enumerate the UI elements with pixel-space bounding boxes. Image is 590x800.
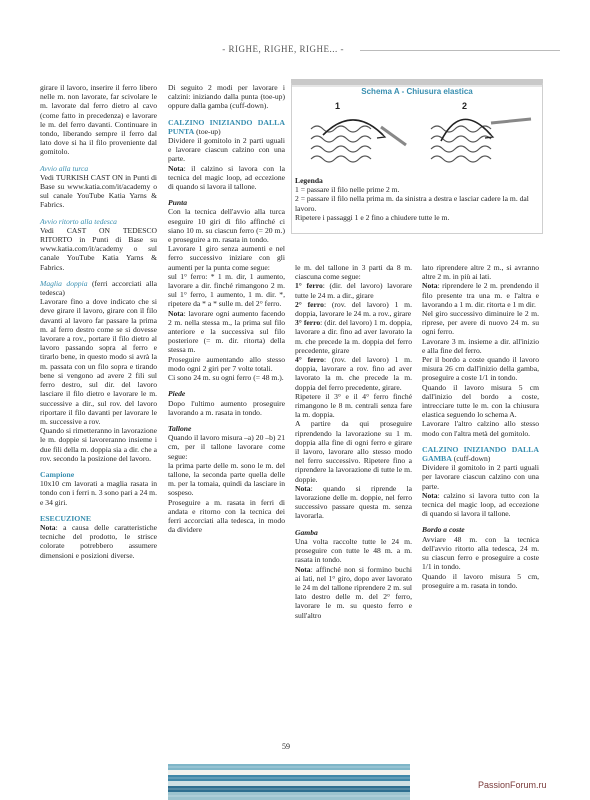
- paragraph: [40, 523, 157, 560]
- paragraph: Lavorare l'altro calzino allo stesso modo con l'altra metà del gomitolo.: [422, 419, 539, 438]
- section-heading-rest: (toe-up): [194, 126, 221, 136]
- column-2: [168, 83, 285, 534]
- paragraph: Dopo l'ultimo aumento proseguire lavorando a m. rasata in tondo.: [168, 398, 285, 417]
- running-header-title: - RIGHE, RIGHE, RIGHE... -: [222, 44, 344, 54]
- section-heading: Campione: [40, 469, 75, 479]
- page-number: 59: [282, 742, 290, 751]
- legend-item: 1 = passare il filo nelle prime 2 m.: [295, 185, 400, 195]
- note-text: : affinché non si formino buchi ai lati, nel 1° giro, dopo aver lavorato le 24 m del tallone riprendere 2 m. sul lato destro delle m. del 2° ferro, lavorare le m. su questo ferro e sull'altro: [295, 564, 412, 620]
- note-label: Nota: [295, 483, 311, 493]
- paragraph: [422, 491, 539, 519]
- section-heading: Maglia doppia: [40, 278, 88, 288]
- note-label: Nota: [295, 564, 311, 574]
- paragraph: Avviare 48 m. con la tecnica dell'avvio ritorto alla tedesca, 24 m. su ciascun ferro e proseguire a coste 1/1 in tondo.: [422, 534, 539, 572]
- legend-item: 2 = passare il filo nella prima m. da sinistra a destra e lasciar cadere la m. dal lavoro.: [295, 194, 529, 213]
- row-label: 3° ferro: [295, 318, 321, 328]
- paragraph: Quando si rimetteranno in lavorazione le m. doppie si lavoreranno insieme i due fili della m. doppia sia a dir. che a rov. secondo la posizione del lavoro.: [40, 426, 157, 463]
- step-label-2: 2: [462, 101, 468, 111]
- header-rule: [360, 50, 560, 51]
- paragraph: Lavorare fino a dove indicato che si deve girare il lavoro, girare con il filo davanti al lavoro far passare la prima m. al ferro destro come se si dovesse lavorare a rov., portare il filo dietro al lavoro passando sopra al ferro e tirarlo bene, in questo modo si avrà la m. passata con un filo sopra e tirando bene si vengono ad avere 2 fili sul ferro destro, sul dir. del lavoro lasciare il filo dietro e lavorare le m. successive a dir., sul rov. del lavoro riportare il filo davanti per lavorare le m. successive a rov.: [40, 297, 157, 426]
- schema-title: Schema A - Chiusura elastica: [361, 87, 473, 96]
- schema-legend: [295, 176, 541, 222]
- note-text: : lavorare ogni aumento facendo 2 m. nella stessa m., la prima sul filo anteriore e la successiva sul filo posteriore (= m. dir. ritorta) della stessa m.: [168, 308, 285, 355]
- paragraph: Di seguito 2 modi per lavorare i calzini: iniziando dalla punta (toe-up) oppure dalla gamba (cuff-down).: [168, 83, 285, 111]
- section-heading-rest: (cuff-down): [451, 454, 491, 464]
- section-heading: Avvio alla turca: [40, 163, 89, 173]
- note-label: Nota: [40, 522, 56, 532]
- paragraph: [168, 309, 285, 355]
- legend-item: Ripetere i passaggi 1 e 2 fino a chiudere tutte le m.: [295, 212, 450, 222]
- paragraph: Quando il lavoro misura 5 cm, proseguire a m. rasata in tondo.: [422, 571, 539, 590]
- row-text: : (dir. del lavoro) lavorare tutte le 24 m. a dir., girare: [295, 281, 412, 300]
- paragraph: Lavorare 1 giro senza aumenti e nel ferro successivo iniziare con gli aumenti per la punta come segue:: [168, 244, 285, 272]
- row-text: : (rov. del lavoro) 1 m. doppia, lavorare a rov. fino ad aver lavorato la m. che precede la m. doppia del ferro precedente, girare.: [295, 355, 412, 392]
- paragraph: Nel giro successivo diminuire le 2 m. riprese, per avere di nuovo 24 m. su ogni ferro.: [422, 309, 539, 337]
- paragraph: lato riprendere altre 2 m., si avranno altre 2 m. in più ai lati.: [422, 263, 539, 282]
- section-heading: Punta: [168, 198, 187, 208]
- row-instruction: [295, 281, 412, 299]
- paragraph: [168, 164, 285, 192]
- row-instruction: [295, 318, 412, 355]
- paragraph: Ci sono 24 m. su ogni ferro (= 48 m.).: [168, 373, 284, 383]
- paragraph: A partire da qui proseguire riprendendo la lavorazione su 1 m. doppia alla fine di ogni ferro e girare il lavoro, lavorare allo stesso modo nel ferro successivo. Ripetere fino a riprendere la lavorazione di tutte le m. doppie.: [295, 419, 412, 484]
- stitch-illustration: [291, 109, 545, 179]
- note-text: : quando si riprende la lavorazione delle m. doppie, nel ferro successivo passare questa m. senza lavorarla.: [295, 483, 412, 521]
- section-heading-line: [40, 279, 157, 297]
- legend-title: Legenda: [295, 176, 323, 185]
- row-label: 4° ferro: [295, 355, 324, 365]
- row-instruction: [295, 300, 412, 318]
- section-heading: CALZINO INIZIANDO DALLA PUNTA: [168, 117, 285, 136]
- paragraph: la prima parte delle m. sono le m. del tallone, la seconda parte quella delle m. per la tomaia, quindi da lasciare in sospeso.: [168, 460, 285, 498]
- paragraph: Con la tecnica dell'avvio alla turca eseguire 10 giri di filo affinché ci siano 10 m. su ciascun ferro (= 20 m.) e proseguire a m. rasata in tondo.: [168, 207, 285, 245]
- paragraph: Quando il lavoro misura 5 cm dall'inizio del bordo a coste, intrecciare tutte le m. con la chiusura elastica seguendo lo schema A.: [422, 382, 539, 420]
- section-heading: Piede: [168, 389, 186, 399]
- row-label: 1° ferro: [295, 281, 323, 291]
- column-3: [295, 263, 412, 620]
- section-heading: CALZINO INIZIANDO DALLA GAMBA: [422, 444, 539, 464]
- paragraph: Proseguire a m. rasata in ferri di andata e ritorno con la tecnica dei ferri accorciati alla tedesca, in modo da dividere: [168, 497, 285, 535]
- row-text: : (rov. del lavoro) 1 m. doppia, lavorare le 24 m. a rov., girare: [295, 299, 412, 319]
- paragraph: Vedi TURKISH CAST ON in Punti di Base su www.katia.com/it/academy o sul canale YouTube Katia Yarns & Fabrics.: [40, 172, 157, 210]
- paragraph: Una volta raccolte tutte le 24 m. proseguire con tutte le 48 m. a m. rasata in tondo.: [295, 536, 412, 565]
- paragraph: Dividere il gomitolo in 2 parti uguali per lavorare ciascun calzino con una parte.: [422, 463, 539, 491]
- note-label: Nota: [422, 281, 438, 291]
- note-label: Nota: [168, 163, 184, 173]
- paragraph: [295, 484, 412, 521]
- row-label: 2° ferro: [295, 299, 324, 309]
- section-heading: Bordo a coste: [422, 525, 465, 535]
- row-text: : (dir. del lavoro) 1 m. doppia, lavorare a dir. fino ad aver lavorato la m. che precede la m. doppia del ferro precedente, girare: [295, 318, 412, 355]
- paragraph: [422, 281, 539, 309]
- running-header: [0, 44, 590, 58]
- paragraph: sul 1° ferro: * 1 m. dir, 1 aumento, lavorare a dir. finché rimangono 2 m. sul 1° ferro, 1 aumento, 1 m. dir. *, ripetere da * a * sulle m. del 2° ferro.: [168, 271, 285, 309]
- paragraph: Per il bordo a coste quando il lavoro misura 26 cm dall'inizio della gamba, proseguire a coste 1/1 in tondo.: [422, 355, 539, 383]
- paragraph: Ripetere il 3° e il 4° ferro finché rimangono le 8 m. centrali senza fare la m. doppia.: [295, 391, 412, 420]
- paragraph: Lavorare 3 m. insieme a dir. all'inizio e alla fine del ferro.: [422, 336, 539, 355]
- section-heading: Tallone: [168, 423, 192, 433]
- row-instruction: [295, 355, 412, 392]
- column-1: [40, 83, 157, 560]
- schema-a-box: [291, 79, 545, 249]
- section-heading: Avvio ritorto alla tedesca: [40, 216, 117, 226]
- column-4: [422, 263, 539, 590]
- stitch-illustration-2: [431, 119, 531, 162]
- paragraph: 10x10 cm lavorati a maglia rasata in tondo con i ferri n. 3 sono pari a 24 m. e 34 giri.: [40, 479, 157, 507]
- note-text: : riprendere le 2 m. prendendo il filo presente tra una m. e l'altra e lavorando a 1 m. dir. ritorta e 1 m dir.: [422, 281, 539, 309]
- note-text: : il calzino si lavora con la tecnica del magic loop, ad eccezione di quando si lavora il tallone.: [168, 163, 285, 192]
- paragraph: Quando il lavoro misura –a) 20 –b) 21 cm, per il tallone lavorare come segue:: [168, 433, 285, 461]
- paragraph: Dividere il gomitolo in 2 parti uguali e lavorare ciascun calzino con una parte.: [168, 136, 285, 164]
- section-heading-rest: (ferri accorciati alla tedesca): [40, 278, 157, 298]
- section-heading: Gamba: [295, 527, 318, 537]
- knit-fabric-photo: [168, 764, 410, 800]
- note-text: : a causa delle caratteristiche tecniche del prodotto, le strisce colorate potrebbero assumere dimensioni e posizioni diverse.: [40, 522, 157, 560]
- stitch-illustration-1: [311, 120, 406, 162]
- section-heading: ESECUZIONE: [40, 513, 92, 523]
- paragraph: Vedi CAST ON TEDESCO RITORTO in Punti di Base su www.katia.com/it/academy o sul canale YouTube Katia Yarns & Fabrics.: [40, 225, 157, 272]
- section-heading-line: [422, 445, 539, 463]
- section-heading-line: [168, 118, 285, 136]
- step-label-1: 1: [335, 101, 341, 111]
- note-label: Nota: [168, 308, 184, 318]
- watermark: PassionForum.ru: [478, 780, 547, 790]
- note-text: : calzino si lavora tutto con la tecnica del magic loop, ad eccezione di quando si lavora il tallone.: [422, 490, 539, 519]
- paragraph: girare il lavoro, inserire il ferro libero nelle m. non lavorate, far scivolare le m. lavorate dal ferro dietro al cavo (come fatto in precedenza) e lavorare le m. del ferro davanti. Continuare in tondo, liberando sempre il ferro dal lato dove si ha il filo proveniente dal gomitolo.: [40, 83, 157, 157]
- paragraph: le m. del tallone in 3 parti da 8 m. ciascuna come segue:: [295, 263, 412, 282]
- paragraph: [295, 565, 412, 620]
- paragraph: Proseguire aumentando allo stesso modo ogni 2 giri per 7 volte totali.: [168, 354, 285, 373]
- note-label: Nota: [422, 490, 438, 500]
